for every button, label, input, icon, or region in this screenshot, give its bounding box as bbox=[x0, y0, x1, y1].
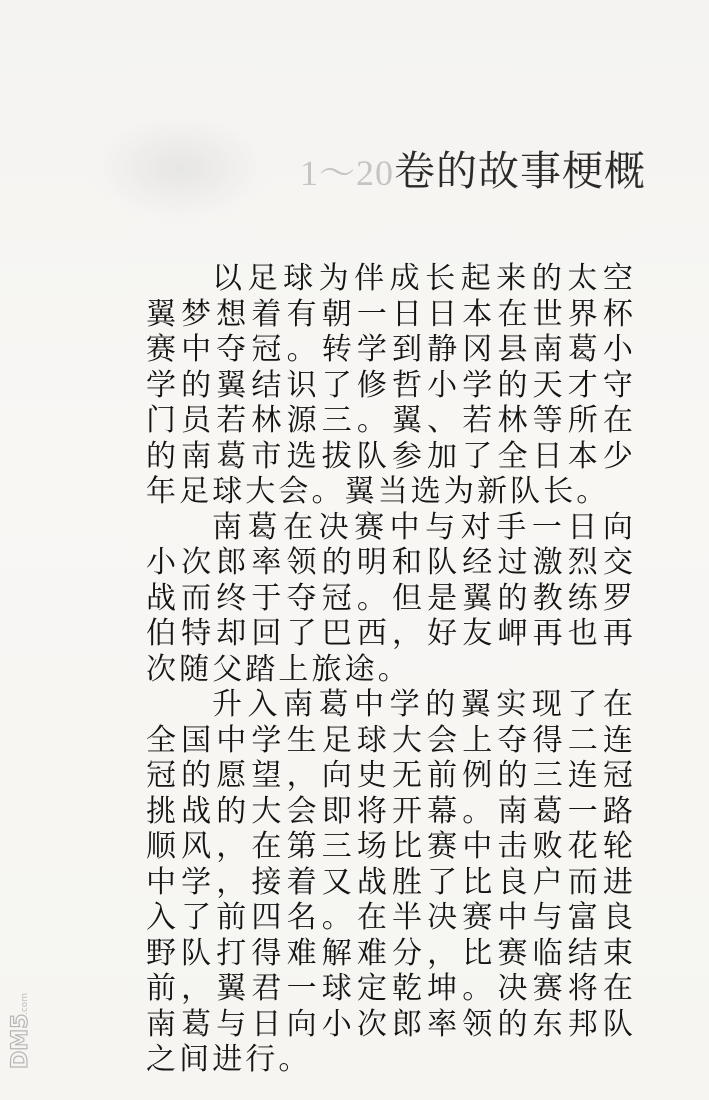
scan-smudge bbox=[95, 118, 265, 218]
site-watermark bbox=[4, 988, 38, 1096]
watermark-logo-icon bbox=[4, 988, 38, 1096]
paragraph-2: 南葛在决赛中与对手一日向小次郎率领的明和队经过激烈交战而终于夺冠。但是翼的教练罗伯特却回了巴西，好友岬再也再次随父踏上旅途。 bbox=[146, 509, 636, 687]
watermark-domain-text: .com bbox=[20, 992, 30, 1015]
paragraph-3: 升入南葛中学的翼实现了在全国中学生足球大会上夺得二连冠的愿望，向史无前例的三连冠挑战的大会即将开幕。南葛一路顺风，在第三场比赛中击败花轮中学，接着又战胜了比良户而进入了前四名。在半决赛中与富良野队打得难解难分，比赛临结束前，翼君一球定乾坤。决赛将在南葛与日向小次郎率领的东邦队之间进行。 bbox=[146, 687, 636, 1077]
paragraph-1: 以足球为伴成长起来的太空翼梦想着有朝一日日本在世界杯赛中夺冠。转学到静冈县南葛小学的翼结识了修哲小学的天才守门员若林源三。翼、若林等所在的南葛市选拔队参加了全日本少年足球大会。翼当选为新队长。 bbox=[146, 261, 636, 509]
heading-volume-range: 1～20 bbox=[300, 153, 395, 193]
page-heading bbox=[300, 148, 700, 194]
heading-title: 卷的故事梗概 bbox=[394, 147, 647, 195]
synopsis-body bbox=[146, 261, 636, 1078]
watermark-logo-text: DM5 bbox=[8, 1013, 33, 1069]
